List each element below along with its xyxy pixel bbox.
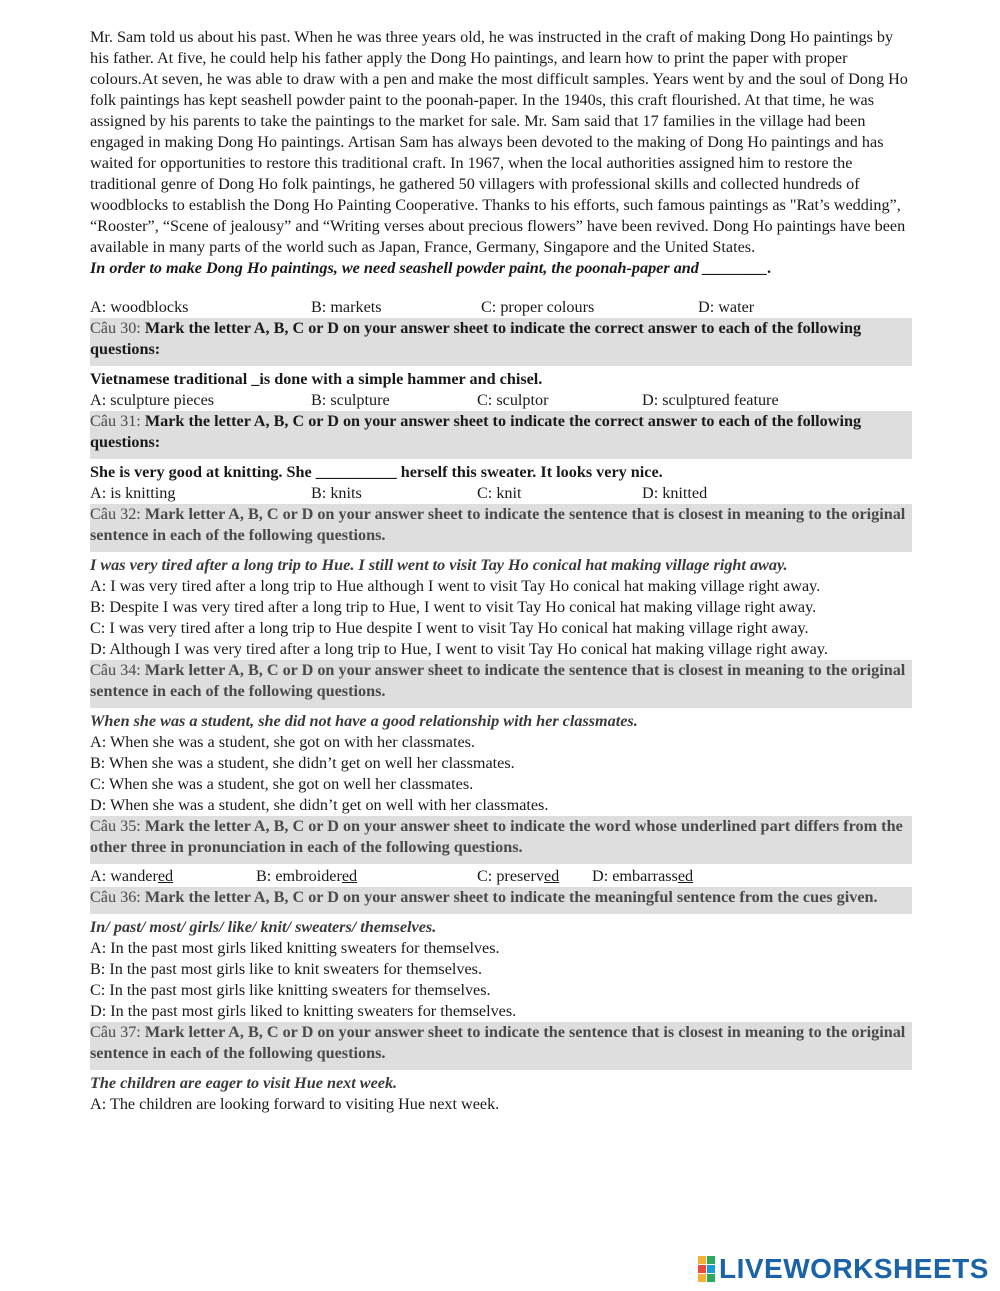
question-30-instruction: Mark the letter A, B, C or D on your answer sheet to indicate the correct answer to each of the following questions: bbox=[90, 319, 862, 358]
option-b[interactable] bbox=[256, 866, 477, 887]
option-a[interactable]: A: The children are looking forward to visiting Hue next week. bbox=[90, 1095, 500, 1113]
question-31-text: She is very good at knitting. She __________ herself this sweater. It looks very nice. bbox=[90, 463, 663, 481]
option-d[interactable]: D: water bbox=[698, 298, 755, 316]
option-a[interactable]: A: When she was a student, she got on with her classmates. bbox=[90, 733, 475, 751]
question-35-instruction: Mark the letter A, B, C or D on your answer sheet to indicate the word whose underlined part differs from the other three in pronunciation in each of the following questions. bbox=[90, 817, 903, 856]
option-c[interactable]: C: In the past most girls like knitting sweaters for themselves. bbox=[90, 981, 491, 999]
option-d-underlined: ed bbox=[677, 867, 694, 885]
logo-text: LIVEWORKSHEETS bbox=[719, 1253, 989, 1284]
option-d[interactable]: D: sculptured feature bbox=[642, 391, 779, 409]
question-30-header bbox=[90, 318, 912, 366]
option-b[interactable]: B: In the past most girls like to knit sweaters for themselves. bbox=[90, 960, 483, 978]
question-31-number: Câu 31: bbox=[90, 412, 145, 430]
option-c[interactable]: C: sculptor bbox=[477, 391, 549, 409]
passage-question: In order to make Dong Ho paintings, we need seashell powder paint, the poonah-paper and ________. bbox=[90, 259, 772, 277]
question-34-text: When she was a student, she did not have a good relationship with her classmates. bbox=[90, 712, 638, 730]
question-37-text: The children are eager to visit Hue next week. bbox=[90, 1074, 398, 1092]
option-d[interactable]: D: Although I was very tired after a long trip to Hue, I went to visit Tay Ho conical hat making village right away. bbox=[90, 640, 828, 658]
question-37-header bbox=[90, 1022, 912, 1070]
option-a[interactable] bbox=[90, 866, 256, 887]
option-d-stem: D: embarrass bbox=[592, 867, 678, 885]
liveworksheets-logo bbox=[698, 1254, 989, 1284]
question-37-instruction: Mark letter A, B, C or D on your answer sheet to indicate the sentence that is closest in meaning to the original sentence in each of the following questions. bbox=[90, 1023, 906, 1062]
passage-text: Mr. Sam told us about his past. When he was three years old, he was instructed in the craft of making Dong Ho paintings by his father. At five, he could help his father apply the Dong Ho paintings, and learn how to print the paper with proper colours.At seven, he was able to draw with a pen and make the most difficult samples. Years went by and the soul of Dong Ho folk paintings has kept seashell powder paint to the poonah-paper. In the 1940s, this craft flourished. At that time, he was assigned by his parents to take the paintings to the market for sale. Mr. Sam said that 17 families in the village had been engaged in making Dong Ho paintings. Artisan Sam has always been devoted to the making of Dong Ho paintings and has waited for opportunities to restore this traditional craft. In 1967, when the local authorities assigned him to restore the traditional genre of Dong Ho folk paintings, he gathered 50 villagers with professional skills and collected hundreds of woodblocks to establish the Dong Ho Painting Cooperative. Thanks to his efforts, such famous paintings as "Rat’s wedding”, “Rooster”, “Scene of jealousy” and “Writing verses about precious flowers” have been revived. Dong Ho paintings have been available in many parts of the world such as Japan, France, Germany, Singapore and the United States. bbox=[90, 28, 908, 256]
option-c[interactable] bbox=[477, 866, 592, 887]
option-a[interactable]: A: woodblocks bbox=[90, 298, 189, 316]
question-36-number: Câu 36: bbox=[90, 888, 145, 906]
option-a-stem: A: wander bbox=[90, 867, 158, 885]
question-37-number: Câu 37: bbox=[90, 1023, 145, 1041]
option-b[interactable]: B: When she was a student, she didn’t get on well her classmates. bbox=[90, 754, 515, 772]
option-a[interactable]: A: sculpture pieces bbox=[90, 391, 215, 409]
question-32-text: I was very tired after a long trip to Hue. I still went to visit Tay Ho conical hat making village right away. bbox=[90, 556, 788, 574]
option-b[interactable]: B: markets bbox=[311, 298, 382, 316]
option-d[interactable]: D: knitted bbox=[642, 484, 708, 502]
logo-blocks-icon bbox=[698, 1256, 715, 1282]
option-a[interactable]: A: is knitting bbox=[90, 484, 176, 502]
option-c[interactable]: C: knit bbox=[477, 484, 522, 502]
option-c[interactable]: C: When she was a student, she got on well her classmates. bbox=[90, 775, 474, 793]
question-34-header bbox=[90, 660, 912, 708]
option-c[interactable]: C: proper colours bbox=[481, 298, 595, 316]
question-30-text: Vietnamese traditional _is done with a simple hammer and chisel. bbox=[90, 370, 543, 388]
option-a-underlined: ed bbox=[157, 867, 174, 885]
question-31-options bbox=[90, 483, 912, 504]
question-30-number: Câu 30: bbox=[90, 319, 145, 337]
option-d[interactable]: D: When she was a student, she didn’t get on well with her classmates. bbox=[90, 796, 549, 814]
question-36-instruction: Mark the letter A, B, C or D on your answer sheet to indicate the meaningful sentence from the cues given. bbox=[144, 888, 878, 906]
question-36-text: In/ past/ most/ girls/ like/ knit/ sweaters/ themselves. bbox=[90, 918, 437, 936]
option-a[interactable]: A: I was very tired after a long trip to Hue although I went to visit Tay Ho conical hat making village right away. bbox=[90, 577, 821, 595]
question-32-instruction: Mark letter A, B, C or D on your answer sheet to indicate the sentence that is closest in meaning to the original sentence in each of the following questions. bbox=[90, 505, 906, 544]
question-32-number: Câu 32: bbox=[90, 505, 145, 523]
question-31-header bbox=[90, 411, 912, 459]
question-31-instruction: Mark the letter A, B, C or D on your answer sheet to indicate the correct answer to each of the following questions: bbox=[90, 412, 862, 451]
question-35-number: Câu 35: bbox=[90, 817, 145, 835]
question-30-options bbox=[90, 390, 912, 411]
option-c-underlined: ed bbox=[543, 867, 560, 885]
question-32-header bbox=[90, 504, 912, 552]
option-c-stem: C: preserv bbox=[477, 867, 544, 885]
passage-options bbox=[90, 297, 912, 318]
option-c[interactable]: C: I was very tired after a long trip to Hue despite I went to visit Tay Ho conical hat making village right away. bbox=[90, 619, 809, 637]
option-b[interactable]: B: sculpture bbox=[311, 391, 390, 409]
question-34-instruction: Mark letter A, B, C or D on your answer sheet to indicate the sentence that is closest in meaning to the original sentence in each of the following questions. bbox=[90, 661, 906, 700]
option-d[interactable] bbox=[592, 866, 693, 887]
question-36-header bbox=[90, 887, 912, 914]
option-b[interactable]: B: knits bbox=[311, 484, 362, 502]
option-b-underlined: ed bbox=[341, 867, 358, 885]
question-34-number: Câu 34: bbox=[90, 661, 145, 679]
option-b[interactable]: B: Despite I was very tired after a long trip to Hue, I went to visit Tay Ho conical hat making village right away. bbox=[90, 598, 817, 616]
question-35-header bbox=[90, 816, 912, 864]
question-35-options bbox=[90, 866, 912, 887]
option-a[interactable]: A: In the past most girls liked knitting sweaters for themselves. bbox=[90, 939, 500, 957]
option-d[interactable]: D: In the past most girls liked to knitting sweaters for themselves. bbox=[90, 1002, 517, 1020]
reading-passage bbox=[90, 27, 912, 279]
option-b-stem: B: embroider bbox=[256, 867, 342, 885]
worksheet-page bbox=[90, 27, 912, 1115]
